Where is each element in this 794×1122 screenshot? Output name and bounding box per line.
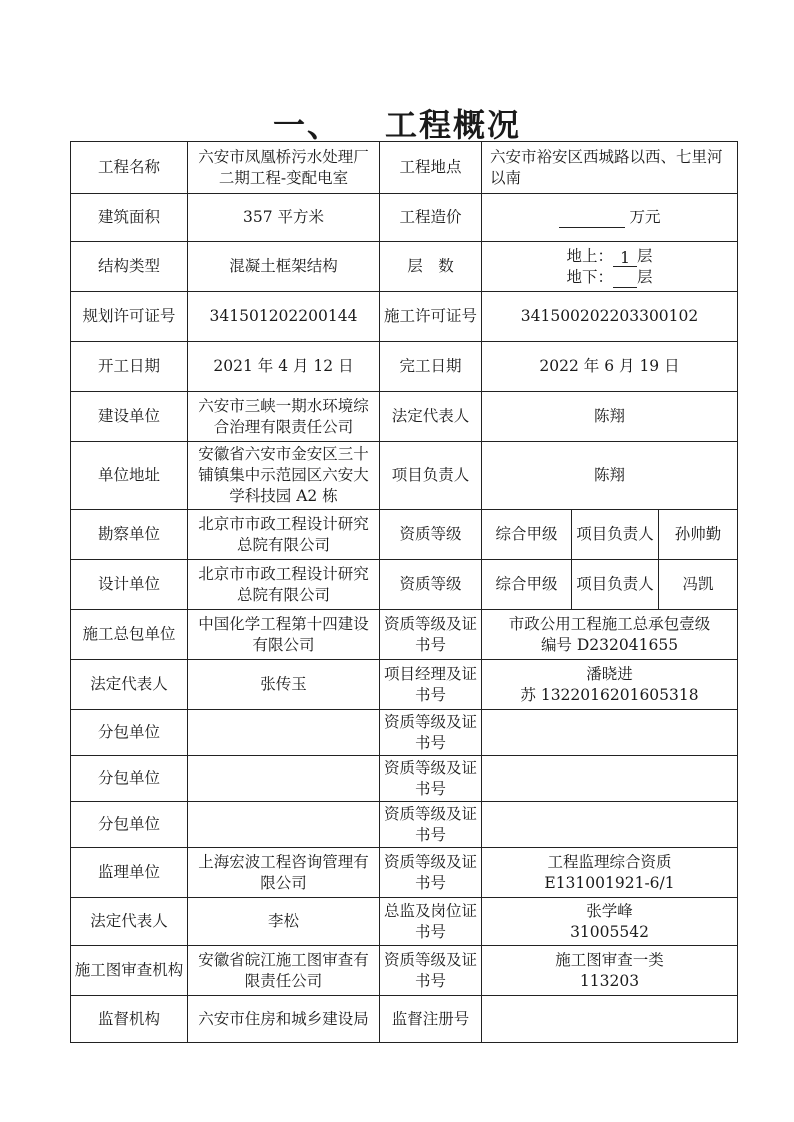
project-cost-label: 工程造价 [380, 194, 482, 242]
table-row [71, 342, 738, 392]
design-pm-label: 项目负责人 [572, 560, 659, 610]
table-row [71, 142, 738, 194]
table-row [71, 560, 738, 610]
supervision-rep-value: 李松 [188, 898, 380, 946]
contractor-label: 施工总包单位 [71, 610, 188, 660]
subcontractor-value [188, 756, 380, 802]
end-date-value: 2022 年 6 月 19 日 [482, 342, 738, 392]
survey-qual-value: 综合甲级 [482, 510, 572, 560]
subcontractor-qual-value [482, 756, 738, 802]
contractor-pm-line1: 潘晓进 [586, 664, 633, 683]
contractor-pm-cell [482, 660, 738, 710]
owner-address-value: 安徽省六安市金安区三十铺镇集中示范园区六安大学科技园 A2 栋 [188, 442, 380, 510]
table-row [71, 710, 738, 756]
table-row [71, 848, 738, 898]
table-row [71, 194, 738, 242]
contractor-pm-line2: 苏 1322016201605318 [520, 685, 699, 704]
subcontractor-qual-label: 资质等级及证书号 [380, 710, 482, 756]
supervision-qual-line1: 工程监理综合资质 [547, 852, 672, 871]
table-row [71, 510, 738, 560]
survey-pm-label: 项目负责人 [572, 510, 659, 560]
planning-permit-value: 341501202200144 [188, 292, 380, 342]
contractor-qual-label: 资质等级及证书号 [380, 610, 482, 660]
table-row [71, 392, 738, 442]
contractor-rep-value: 张传玉 [188, 660, 380, 710]
project-cost-unit: 万元 [629, 208, 661, 226]
table-row [71, 292, 738, 342]
survey-pm-value: 孙帅勤 [659, 510, 738, 560]
contractor-value: 中国化学工程第十四建设有限公司 [188, 610, 380, 660]
table-row [71, 756, 738, 802]
table-row [71, 898, 738, 946]
subcontractor-value [188, 710, 380, 756]
building-area-label: 建筑面积 [71, 194, 188, 242]
construction-permit-value: 341500202203300102 [482, 292, 738, 342]
owner-pm-value: 陈翔 [482, 442, 738, 510]
owner-rep-label: 法定代表人 [380, 392, 482, 442]
project-location-value: 六安市裕安区西城路以西、七里河以南 [482, 142, 738, 194]
subcontractor-label: 分包单位 [71, 802, 188, 848]
subcontractor-qual-label: 资质等级及证书号 [380, 802, 482, 848]
contractor-pm-label: 项目经理及证书号 [380, 660, 482, 710]
review-qual-line1: 施工图审查一类 [555, 950, 664, 969]
owner-value: 六安市三峡一期水环境综合治理有限责任公司 [188, 392, 380, 442]
title-number: 一、 [272, 106, 341, 144]
project-overview-table [70, 141, 738, 1043]
review-agency-label: 施工图审查机构 [71, 946, 188, 996]
subcontractor-label: 分包单位 [71, 756, 188, 802]
floors-above-unit: 层 [637, 246, 653, 265]
authority-reg-label: 监督注册号 [380, 996, 482, 1043]
survey-qual-label: 资质等级 [380, 510, 482, 560]
start-date-label: 开工日期 [71, 342, 188, 392]
contractor-qual-line1: 市政公用工程施工总承包壹级 [508, 614, 711, 633]
design-value: 北京市市政工程设计研究总院有限公司 [188, 560, 380, 610]
project-cost-cell [482, 194, 738, 242]
floors-below-label: 地下： [566, 267, 614, 286]
contractor-qual-cell [482, 610, 738, 660]
design-label: 设计单位 [71, 560, 188, 610]
table-row [71, 802, 738, 848]
authority-value: 六安市住房和城乡建设局 [188, 996, 380, 1043]
review-qual-label: 资质等级及证书号 [380, 946, 482, 996]
subcontractor-qual-value [482, 710, 738, 756]
subcontractor-qual-value [482, 802, 738, 848]
owner-pm-label: 项目负责人 [380, 442, 482, 510]
supervision-qual-cell [482, 848, 738, 898]
floors-above-label: 地上： [566, 246, 614, 265]
contractor-rep-label: 法定代表人 [71, 660, 188, 710]
project-location-label: 工程地点 [380, 142, 482, 194]
table-row [71, 946, 738, 996]
structure-type-value: 混凝土框架结构 [188, 242, 380, 292]
supervision-label: 监理单位 [71, 848, 188, 898]
design-qual-label: 资质等级 [380, 560, 482, 610]
table-row [71, 242, 738, 292]
project-cost-value [559, 209, 625, 228]
review-qual-cell [482, 946, 738, 996]
floors-label: 层 数 [380, 242, 482, 292]
table-row [71, 442, 738, 510]
owner-rep-value: 陈翔 [482, 392, 738, 442]
review-qual-line2: 113203 [579, 971, 640, 990]
survey-value: 北京市市政工程设计研究总院有限公司 [188, 510, 380, 560]
table-row [71, 996, 738, 1043]
floors-above-value: 1 [613, 248, 637, 267]
floors-below-unit: 层 [637, 267, 653, 286]
construction-permit-label: 施工许可证号 [380, 292, 482, 342]
subcontractor-label: 分包单位 [71, 710, 188, 756]
page-title [0, 100, 794, 146]
chief-supervisor-cell [482, 898, 738, 946]
chief-supervisor-line2: 31005542 [570, 922, 649, 941]
title-text: 工程概况 [385, 106, 522, 144]
supervision-value: 上海宏波工程咨询管理有限公司 [188, 848, 380, 898]
supervision-rep-label: 法定代表人 [71, 898, 188, 946]
subcontractor-value [188, 802, 380, 848]
subcontractor-qual-label: 资质等级及证书号 [380, 756, 482, 802]
building-area-value: 357 平方米 [188, 194, 380, 242]
design-pm-value: 冯凯 [659, 560, 738, 610]
floors-cell [482, 242, 738, 292]
start-date-value: 2021 年 4 月 12 日 [188, 342, 380, 392]
project-name-value: 六安市凤凰桥污水处理厂二期工程-变配电室 [188, 142, 380, 194]
chief-supervisor-label: 总监及岗位证书号 [380, 898, 482, 946]
review-agency-value: 安徽省皖江施工图审查有限责任公司 [188, 946, 380, 996]
table-row [71, 660, 738, 710]
design-qual-value: 综合甲级 [482, 560, 572, 610]
contractor-qual-line2: 编号 D232041655 [540, 635, 679, 654]
planning-permit-label: 规划许可证号 [71, 292, 188, 342]
survey-label: 勘察单位 [71, 510, 188, 560]
supervision-qual-label: 资质等级及证书号 [380, 848, 482, 898]
authority-label: 监督机构 [71, 996, 188, 1043]
chief-supervisor-line1: 张学峰 [586, 901, 633, 920]
authority-reg-value [482, 996, 738, 1043]
project-name-label: 工程名称 [71, 142, 188, 194]
end-date-label: 完工日期 [380, 342, 482, 392]
structure-type-label: 结构类型 [71, 242, 188, 292]
owner-label: 建设单位 [71, 392, 188, 442]
owner-address-label: 单位地址 [71, 442, 188, 510]
supervision-qual-line2: E131001921-6/1 [544, 873, 675, 892]
floors-below-value [613, 269, 637, 288]
table-row [71, 610, 738, 660]
